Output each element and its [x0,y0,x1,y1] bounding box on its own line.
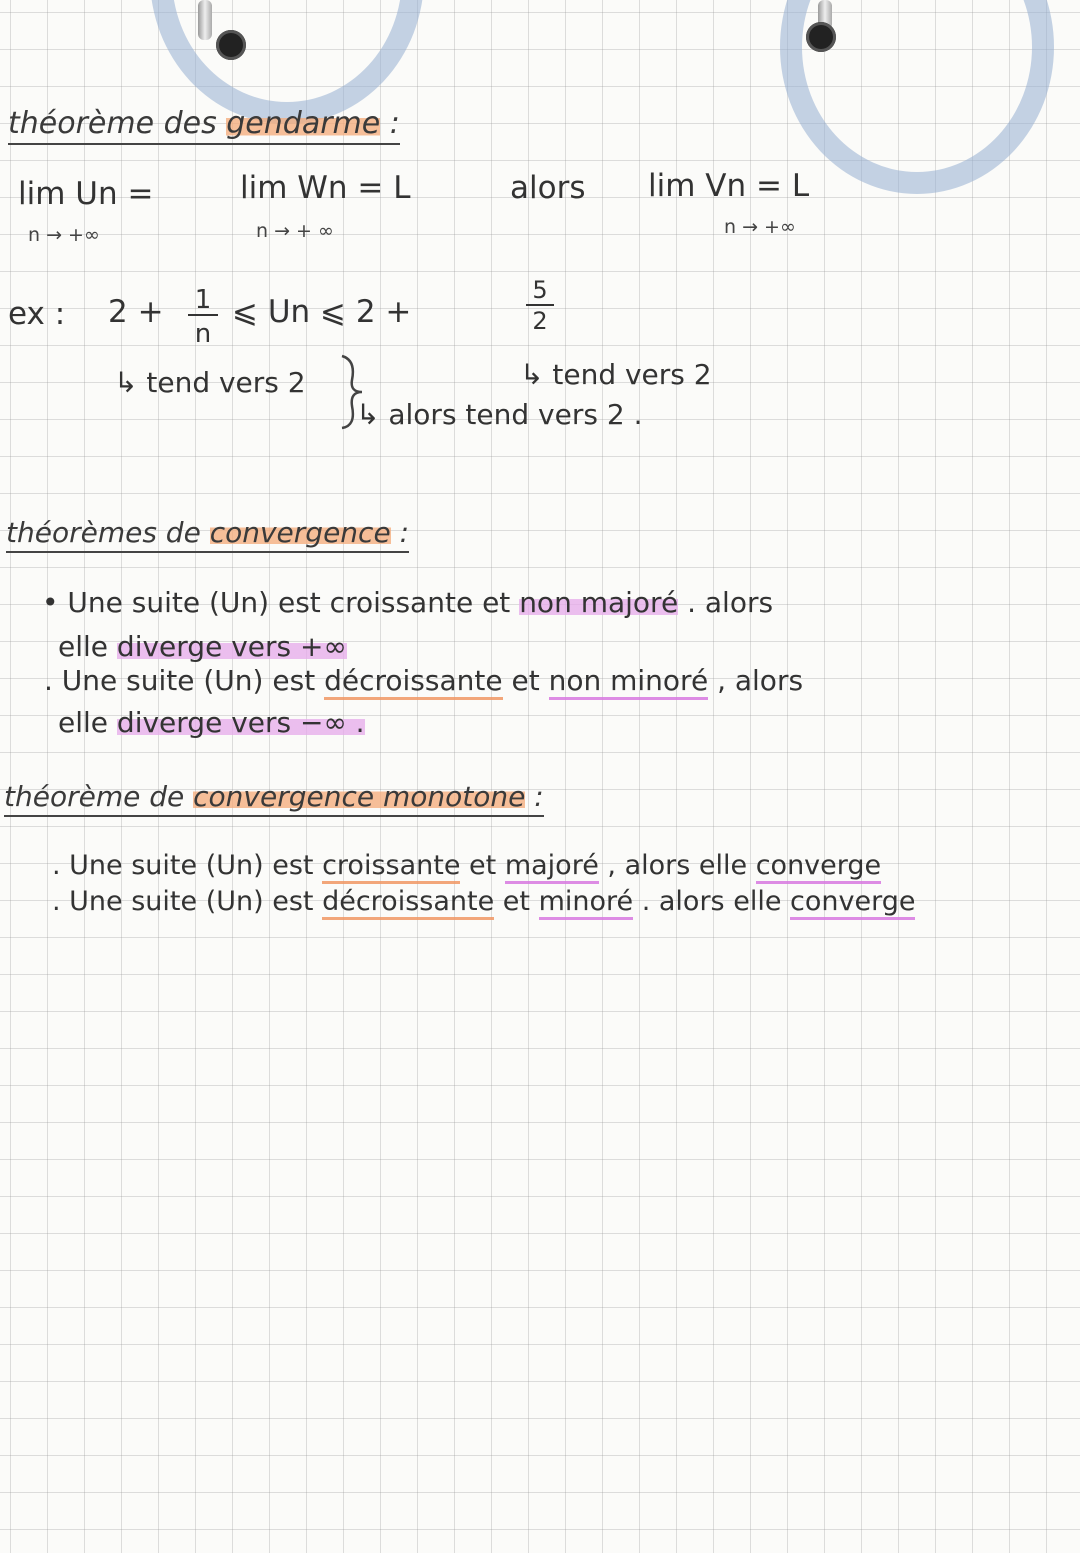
limit-vn-subscript: n → +∞ [724,216,796,238]
binder-wire-left [198,0,212,40]
heading-gendarmes-part1: théorème des [8,106,227,141]
conv-item2-d: non minoré [549,664,709,700]
conv-item2-line2-b: diverge vers −∞ . [116,706,365,739]
heading-gendarmes-part2: gendarme [226,106,381,141]
limit-un: lim Un = [18,176,154,212]
convergence-item-2-line-1 [44,664,803,697]
limit-wn: lim Wn = L [240,170,411,206]
alors-word: alors [510,170,586,206]
convergence-item-1-line-1 [42,586,773,619]
mono-item1-f: converge [756,850,881,884]
arrow-left-note: ↳ tend vers 2 [114,366,306,399]
heading-convergence [6,516,409,553]
mono-item1-d: majoré [505,850,599,884]
mono-item2-f: converge [790,886,915,920]
monotone-item-2 [52,886,915,917]
limit-vn: lim Vn = L [648,168,810,204]
convergence-item-1-line-2 [58,630,347,663]
heading-convergence-part1: théorèmes de [6,516,210,549]
fraction-1-numerator: 1 [188,286,218,316]
mono-item2-e: . alors elle [633,886,791,917]
example-fraction-2 [526,276,554,336]
conv-item2-c: et [502,664,549,697]
example-fraction-1 [188,286,218,352]
conv-item2-line2-a: elle [58,706,117,739]
heading-convergence-colon: : [390,516,410,549]
binder-hole-right [806,22,836,52]
heading-gendarmes-colon: : [380,106,400,141]
fraction-2-denominator: 2 [532,307,548,335]
mono-item1-c: et [460,850,505,881]
heading-monotone-part2: convergence monotone [193,780,526,813]
fraction-1-denominator: n [194,319,212,349]
mono-item1-e: , alors elle [598,850,756,881]
conv-item2-e: , alors [708,664,804,697]
heading-convergence-part2: convergence [209,516,391,549]
heading-gendarmes [8,106,400,145]
heading-monotone [4,780,544,817]
example-middle: ⩽ Un ⩽ 2 + [232,294,412,330]
example-label: ex : [8,296,66,332]
mono-item2-b: décroissante [322,886,494,920]
example-left-term: 2 + [108,294,164,330]
conv-item1-line2-a: elle [58,630,117,663]
mono-item1-b: croissante [322,850,460,884]
mono-item2-c: et [494,886,539,917]
limit-wn-subscript: n → + ∞ [256,220,334,242]
conv-item1-line2-b: diverge vers +∞ [116,630,347,663]
monotone-item-1 [52,850,881,881]
conv-item1-a: • Une suite (Un) est croissante et [42,586,520,619]
mono-item2-d: minoré [539,886,634,920]
heading-monotone-part1: théorème de [4,780,194,813]
convergence-item-2-line-2 [58,706,365,739]
limit-un-subscript: n → +∞ [28,224,100,246]
fraction-2-numerator: 5 [526,276,554,306]
mono-item1-a: . Une suite (Un) est [52,850,323,881]
conv-item1-c: . alors [678,586,774,619]
arrow-right-note: ↳ tend vers 2 [520,358,712,391]
conv-item1-b: non majoré [519,586,679,619]
conv-item2-a: . Une suite (Un) est [44,664,325,697]
heading-monotone-colon: : [525,780,544,813]
conv-item2-b: décroissante [324,664,503,700]
mono-item2-a: . Une suite (Un) est [52,886,323,917]
conclusion-note: ↳ alors tend vers 2 . [356,398,643,431]
binder-hole-left [216,30,246,60]
